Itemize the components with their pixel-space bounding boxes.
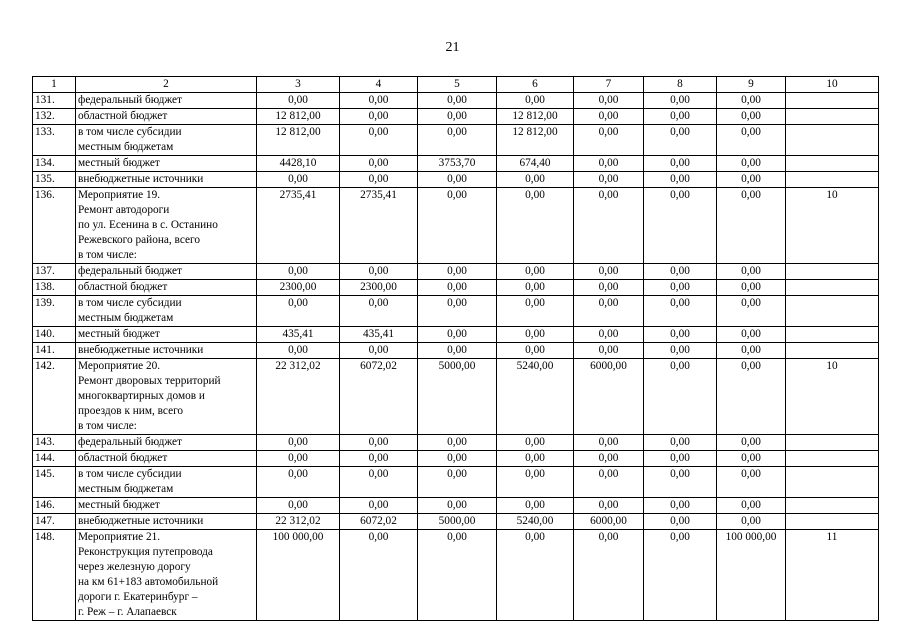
value-cell: 0,00 [257,264,340,280]
value-cell: 0,00 [418,93,497,109]
value-cell: 0,00 [418,109,497,125]
value-cell: 0,00 [340,451,418,467]
value-cell: 0,00 [717,435,786,451]
row-name-cell: местный бюджет [76,327,257,343]
row-number-cell: 145. [33,467,76,498]
value-cell: 0,00 [574,451,644,467]
row-number-cell: 135. [33,172,76,188]
table-row [33,188,879,264]
row-name-cell: внебюджетные источники [76,514,257,530]
value-cell: 0,00 [717,498,786,514]
value-cell: 435,41 [340,327,418,343]
value-cell: 0,00 [497,530,574,621]
value-cell [786,467,879,498]
value-cell: 0,00 [574,156,644,172]
value-cell: 0,00 [717,125,786,156]
value-cell: 0,00 [574,93,644,109]
value-cell: 0,00 [418,451,497,467]
value-cell: 0,00 [497,343,574,359]
value-cell: 5000,00 [418,359,497,435]
value-cell: 0,00 [257,498,340,514]
table-row [33,125,879,156]
value-cell: 0,00 [644,530,717,621]
row-name-cell: федеральный бюджет [76,264,257,280]
value-cell: 0,00 [418,125,497,156]
value-cell: 0,00 [497,172,574,188]
value-cell: 0,00 [717,343,786,359]
value-cell: 0,00 [418,530,497,621]
row-name-cell: в том числе субсидии местным бюджетам [76,296,257,327]
value-cell: 12 812,00 [257,109,340,125]
value-cell: 0,00 [497,498,574,514]
value-cell: 0,00 [257,93,340,109]
row-number-cell: 137. [33,264,76,280]
row-name-cell: внебюджетные источники [76,172,257,188]
value-cell: 0,00 [340,498,418,514]
table-body [33,77,879,621]
row-name-cell: местный бюджет [76,156,257,172]
value-cell: 12 812,00 [497,109,574,125]
value-cell: 0,00 [644,93,717,109]
value-cell: 0,00 [574,296,644,327]
page-number: 21 [445,40,460,55]
row-name-cell: Мероприятие 20. Ремонт дворовых территорий многоквартирных домов и проездов к ним, всего в том числе: [76,359,257,435]
table-row [33,264,879,280]
header-cell: 6 [497,77,574,93]
value-cell [786,125,879,156]
value-cell: 10 [786,188,879,264]
value-cell: 0,00 [717,156,786,172]
table-row [33,435,879,451]
table-row [33,296,879,327]
value-cell: 0,00 [340,93,418,109]
value-cell: 6000,00 [574,514,644,530]
value-cell: 0,00 [418,188,497,264]
table-row [33,280,879,296]
value-cell: 0,00 [574,280,644,296]
value-cell: 0,00 [644,327,717,343]
value-cell: 0,00 [644,451,717,467]
value-cell: 0,00 [340,530,418,621]
row-name-cell: федеральный бюджет [76,435,257,451]
value-cell: 0,00 [257,172,340,188]
row-name-cell: Мероприятие 19. Ремонт автодороги по ул. Есенина в с. Останино Режевского района, всего в том числе: [76,188,257,264]
value-cell: 0,00 [340,296,418,327]
value-cell: 6000,00 [574,359,644,435]
table-header-row [33,77,879,93]
row-name-cell: в том числе субсидии местным бюджетам [76,467,257,498]
value-cell: 0,00 [340,172,418,188]
value-cell: 0,00 [497,296,574,327]
value-cell: 0,00 [644,514,717,530]
value-cell: 0,00 [574,264,644,280]
table-row [33,530,879,621]
row-name-cell: местный бюджет [76,498,257,514]
value-cell [786,156,879,172]
value-cell: 0,00 [644,172,717,188]
value-cell: 0,00 [644,125,717,156]
value-cell: 0,00 [418,435,497,451]
value-cell: 0,00 [340,156,418,172]
value-cell: 0,00 [574,435,644,451]
value-cell: 0,00 [644,264,717,280]
value-cell: 22 312,02 [257,514,340,530]
value-cell [786,451,879,467]
table-row [33,467,879,498]
header-cell: 9 [717,77,786,93]
value-cell: 0,00 [497,93,574,109]
value-cell: 12 812,00 [257,125,340,156]
value-cell: 100 000,00 [257,530,340,621]
value-cell: 2735,41 [257,188,340,264]
row-number-cell: 147. [33,514,76,530]
value-cell: 0,00 [497,188,574,264]
value-cell: 0,00 [574,327,644,343]
value-cell: 0,00 [257,451,340,467]
value-cell: 0,00 [717,280,786,296]
row-name-cell: федеральный бюджет [76,93,257,109]
value-cell [786,296,879,327]
value-cell: 0,00 [418,498,497,514]
table-row [33,359,879,435]
row-number-cell: 148. [33,530,76,621]
row-name-cell: областной бюджет [76,109,257,125]
table-row [33,172,879,188]
value-cell: 0,00 [644,156,717,172]
value-cell: 0,00 [574,109,644,125]
value-cell: 0,00 [717,93,786,109]
row-number-cell: 132. [33,109,76,125]
value-cell: 0,00 [418,296,497,327]
table-row [33,451,879,467]
value-cell: 0,00 [497,435,574,451]
header-cell: 7 [574,77,644,93]
value-cell: 100 000,00 [717,530,786,621]
row-number-cell: 133. [33,125,76,156]
row-number-cell: 136. [33,188,76,264]
value-cell: 4428,10 [257,156,340,172]
table-row [33,109,879,125]
value-cell [786,514,879,530]
value-cell: 0,00 [418,264,497,280]
value-cell: 0,00 [574,343,644,359]
value-cell: 0,00 [644,359,717,435]
value-cell [786,435,879,451]
value-cell: 5000,00 [418,514,497,530]
value-cell: 0,00 [340,435,418,451]
header-cell: 4 [340,77,418,93]
value-cell: 0,00 [574,467,644,498]
row-name-cell: областной бюджет [76,280,257,296]
value-cell: 3753,70 [418,156,497,172]
row-number-cell: 131. [33,93,76,109]
value-cell: 0,00 [418,172,497,188]
value-cell [786,109,879,125]
value-cell: 0,00 [644,280,717,296]
value-cell [786,343,879,359]
value-cell: 2735,41 [340,188,418,264]
value-cell: 0,00 [644,109,717,125]
row-number-cell: 142. [33,359,76,435]
row-name-cell: внебюджетные источники [76,343,257,359]
value-cell: 2300,00 [340,280,418,296]
value-cell: 6072,02 [340,359,418,435]
value-cell: 0,00 [717,264,786,280]
row-number-cell: 144. [33,451,76,467]
value-cell [786,327,879,343]
value-cell: 0,00 [717,296,786,327]
value-cell: 22 312,02 [257,359,340,435]
row-number-cell: 141. [33,343,76,359]
table-row [33,327,879,343]
value-cell: 0,00 [717,359,786,435]
row-number-cell: 134. [33,156,76,172]
row-number-cell: 143. [33,435,76,451]
value-cell: 0,00 [717,172,786,188]
value-cell: 0,00 [418,280,497,296]
value-cell: 0,00 [340,467,418,498]
header-cell: 5 [418,77,497,93]
value-cell: 0,00 [418,327,497,343]
header-cell: 3 [257,77,340,93]
value-cell: 0,00 [257,467,340,498]
value-cell: 5240,00 [497,514,574,530]
value-cell [786,93,879,109]
value-cell: 0,00 [717,109,786,125]
value-cell: 0,00 [257,343,340,359]
value-cell: 0,00 [497,280,574,296]
value-cell: 0,00 [257,296,340,327]
value-cell: 0,00 [644,188,717,264]
row-name-cell: в том числе субсидии местным бюджетам [76,125,257,156]
value-cell: 0,00 [497,264,574,280]
value-cell: 0,00 [644,467,717,498]
table-row [33,498,879,514]
row-number-cell: 139. [33,296,76,327]
budget-table [32,76,879,621]
value-cell: 0,00 [644,498,717,514]
row-name-cell: областной бюджет [76,451,257,467]
value-cell: 0,00 [574,172,644,188]
value-cell: 0,00 [717,327,786,343]
value-cell: 0,00 [418,343,497,359]
value-cell: 0,00 [497,327,574,343]
header-cell: 1 [33,77,76,93]
table-row [33,156,879,172]
value-cell: 0,00 [574,498,644,514]
value-cell: 0,00 [574,530,644,621]
table-row [33,93,879,109]
value-cell: 0,00 [717,514,786,530]
table-row [33,514,879,530]
value-cell [786,498,879,514]
value-cell: 0,00 [717,451,786,467]
value-cell: 0,00 [717,188,786,264]
value-cell: 0,00 [340,264,418,280]
value-cell: 0,00 [644,343,717,359]
value-cell: 11 [786,530,879,621]
value-cell: 0,00 [340,109,418,125]
value-cell [786,172,879,188]
value-cell: 0,00 [340,343,418,359]
value-cell: 6072,02 [340,514,418,530]
value-cell: 674,40 [497,156,574,172]
value-cell: 0,00 [717,467,786,498]
value-cell [786,280,879,296]
table-row [33,343,879,359]
value-cell: 0,00 [257,435,340,451]
value-cell: 0,00 [418,467,497,498]
row-number-cell: 138. [33,280,76,296]
value-cell: 2300,00 [257,280,340,296]
header-cell: 10 [786,77,879,93]
row-number-cell: 146. [33,498,76,514]
value-cell: 12 812,00 [497,125,574,156]
value-cell: 435,41 [257,327,340,343]
value-cell: 0,00 [644,435,717,451]
value-cell: 0,00 [340,125,418,156]
value-cell: 5240,00 [497,359,574,435]
value-cell: 0,00 [574,125,644,156]
value-cell: 0,00 [574,188,644,264]
value-cell [786,264,879,280]
value-cell: 0,00 [497,467,574,498]
row-name-cell: Мероприятие 21. Реконструкция путепровода через железную дорогу на км 61+183 автомобильной дороги г. Екатеринбург – г. Реж – г. Алапаевск [76,530,257,621]
value-cell: 0,00 [497,451,574,467]
value-cell: 0,00 [644,296,717,327]
header-cell: 8 [644,77,717,93]
value-cell: 10 [786,359,879,435]
header-cell: 2 [76,77,257,93]
row-number-cell: 140. [33,327,76,343]
